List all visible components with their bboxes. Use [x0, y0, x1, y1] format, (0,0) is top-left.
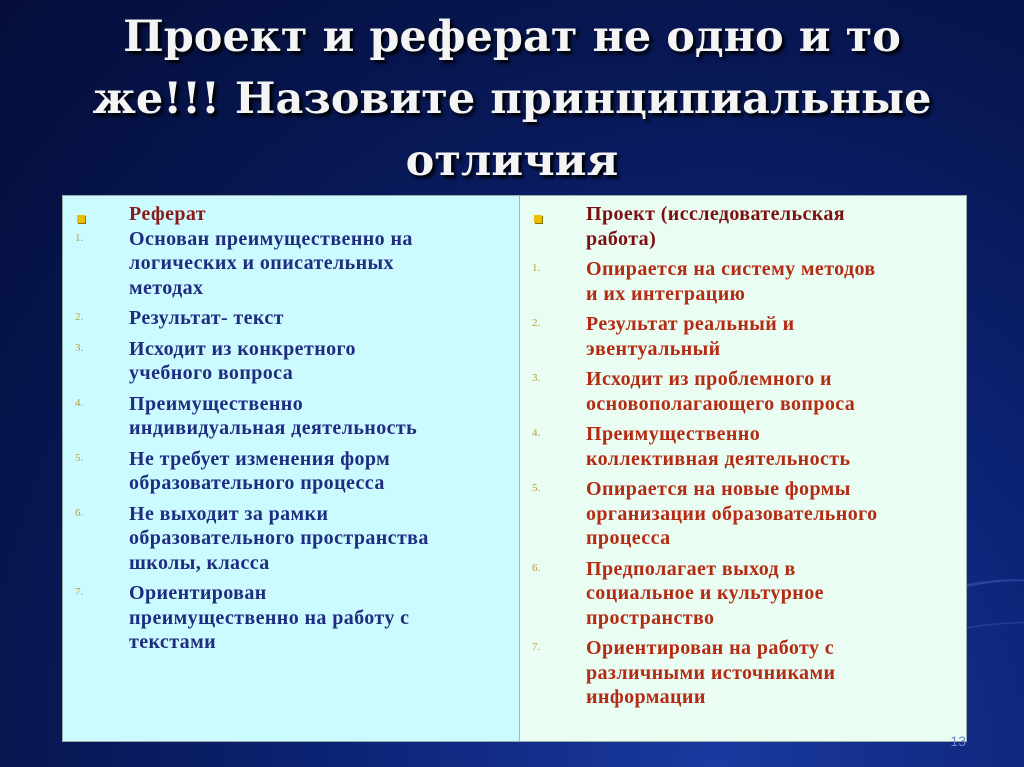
item-line: эвентуальный — [586, 337, 721, 360]
abstract-heading: Реферат — [129, 203, 207, 225]
list-item — [530, 636, 956, 710]
item-line: информации — [586, 686, 706, 708]
list-item — [73, 306, 509, 331]
item-number: 3. — [532, 372, 541, 384]
item-number: 6. — [532, 561, 541, 574]
title-line: отличия — [405, 136, 619, 186]
item-number: 5. — [75, 451, 84, 464]
item-line: Ориентирован — [129, 582, 267, 604]
item-number: 1. — [75, 231, 84, 244]
list-item — [530, 557, 956, 631]
item-text — [129, 306, 284, 331]
item-text — [586, 257, 876, 306]
item-line: индивидуальная деятельность — [129, 417, 418, 439]
item-line: Преимущественно — [586, 423, 761, 445]
item-text — [586, 557, 824, 631]
item-text — [586, 477, 878, 551]
list-item — [73, 502, 509, 576]
item-number: 7. — [532, 641, 541, 653]
list-item — [530, 477, 956, 551]
item-text — [586, 422, 850, 471]
project-column — [520, 196, 966, 741]
item-line: учебного вопроса — [129, 362, 294, 384]
abstract-column — [63, 196, 520, 741]
list-item — [530, 422, 956, 471]
project-heading — [586, 202, 845, 251]
item-line: Исходит из конкретного — [129, 337, 356, 360]
item-number: 4. — [532, 427, 541, 439]
list-item — [73, 227, 509, 301]
page-number: 13 — [950, 733, 966, 749]
item-line: Опирается на систему методов — [586, 258, 876, 280]
item-text — [129, 227, 413, 301]
item-line: Исходит из проблемного и — [586, 368, 832, 390]
list-item — [530, 367, 956, 416]
item-line: коллективная деятельность — [586, 447, 851, 470]
slide-title — [40, 6, 984, 192]
item-line: Опирается на новые формы — [586, 478, 851, 500]
item-line: Преимущественно — [129, 392, 304, 415]
list-item — [73, 337, 509, 386]
item-line: Не выходит за рамки — [129, 502, 329, 525]
item-text — [129, 392, 417, 441]
item-line: преимущественно на работу с — [129, 606, 410, 629]
item-line: различными источниками — [586, 661, 836, 684]
column-heading — [73, 202, 509, 227]
comparison-table — [62, 195, 967, 742]
item-number: 3. — [75, 341, 84, 354]
item-line: школы, класса — [129, 551, 270, 574]
item-line: методах — [129, 276, 204, 299]
bullet-icon — [534, 215, 542, 223]
item-line: социальное и культурное — [586, 582, 824, 604]
item-text — [129, 581, 409, 655]
column-heading — [530, 202, 956, 251]
item-line: Результат реальный и — [586, 313, 795, 335]
item-text — [129, 337, 356, 386]
list-item — [530, 312, 956, 361]
item-line: основополагающего вопроса — [586, 392, 856, 415]
title-line: Проект и реферат не одно и то — [123, 12, 901, 62]
item-number: 4. — [75, 396, 84, 409]
bullet-icon — [77, 215, 85, 223]
item-text — [586, 636, 835, 710]
item-number: 7. — [75, 586, 84, 598]
list-item — [73, 392, 509, 441]
list-item — [530, 257, 956, 306]
heading-line: Проект (исследовательская — [586, 203, 845, 225]
item-line: Не требует изменения форм — [129, 447, 391, 470]
item-number: 1. — [532, 262, 541, 274]
item-line: Предполагает выход в — [586, 557, 796, 580]
heading-line: работа) — [586, 227, 657, 250]
item-text — [586, 312, 795, 361]
item-line: и их интеграцию — [586, 282, 746, 305]
item-line: Ориентирован на работу с — [586, 637, 835, 659]
item-line: Основан преимущественно на — [129, 227, 413, 250]
item-line: логических и описательных — [129, 252, 394, 274]
item-line: организации образовательного — [586, 502, 878, 525]
item-line: Результат- текст — [129, 307, 284, 329]
item-line: образовательного пространства — [129, 527, 429, 549]
item-number: 2. — [75, 311, 84, 323]
item-number: 5. — [532, 482, 541, 494]
item-line: текстами — [129, 631, 217, 653]
item-number: 6. — [75, 506, 84, 519]
item-line: пространство — [586, 606, 715, 629]
item-text — [586, 367, 855, 416]
list-item — [73, 447, 509, 496]
item-line: процесса — [586, 527, 671, 549]
list-item — [73, 581, 509, 655]
item-text — [129, 447, 390, 496]
title-line: же!!! Назовите принципиальные — [92, 74, 932, 124]
item-line: образовательного процесса — [129, 472, 385, 494]
item-number: 2. — [532, 317, 541, 329]
item-text — [129, 502, 429, 576]
